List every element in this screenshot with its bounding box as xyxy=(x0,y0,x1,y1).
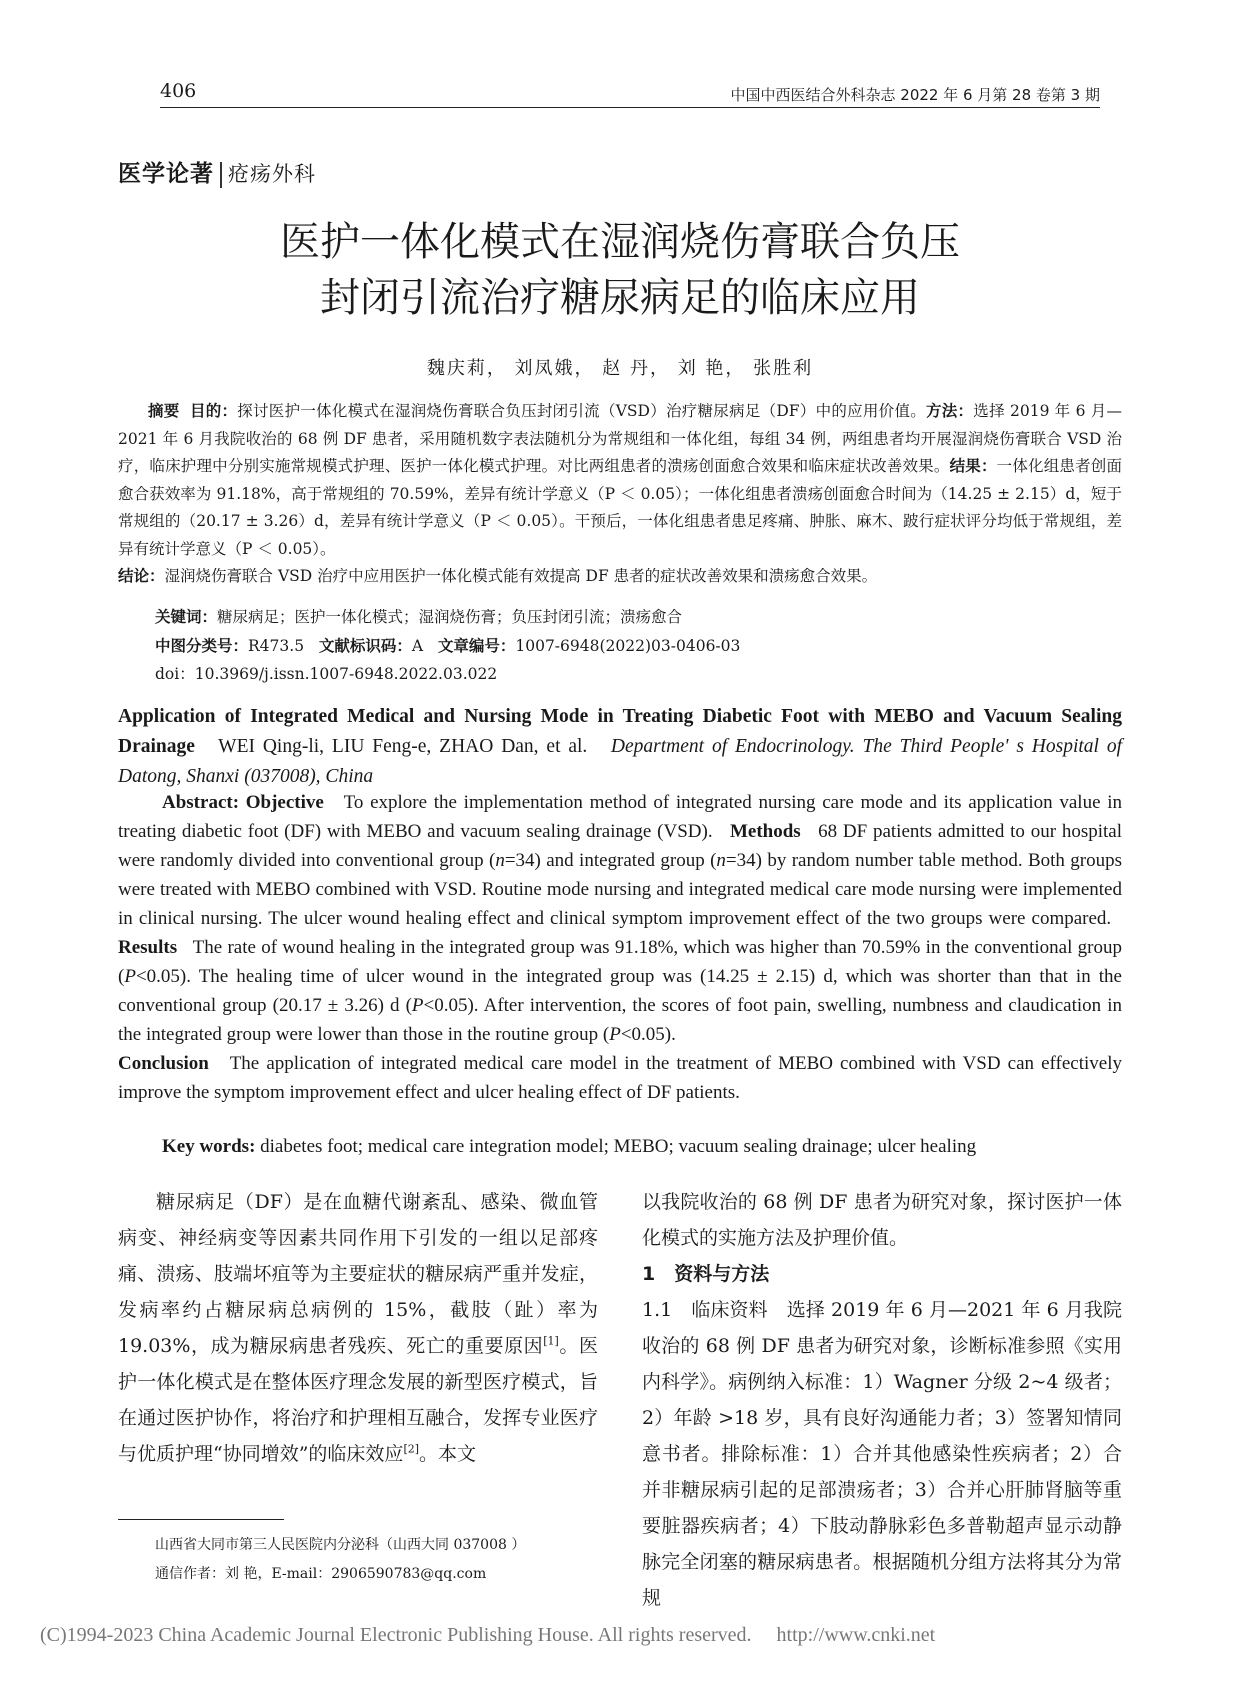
citation: [2] xyxy=(403,1442,420,1456)
methods-text: 选择 2019 年 6 月—2021 年 6 月我院收治的 68 例 DF 患者，采用随机数字表法随机分为常规组和一体化组，每组 34 例，两组患者均开展湿润烧伤膏联合 VSD 治疗，临床护理中分别实施常规模式护理、医护一体化模式护理。对比两组患者的溃疡创面愈合效果和临床症状改善效果。 xyxy=(118,402,1122,475)
clinical-data-paragraph xyxy=(642,1292,1122,1616)
clinical-data-text: 选择 2019 年 6 月—2021 年 6 月我院收治的 68 例 DF 患者为研究对象，诊断标准参照《实用内科学》。病例纳入标准：1）Wagner 分级 2~4 级者；2）年龄 >18 岁，具有良好沟通能力者；3）签署知情同意书者。排除标准：1）合并其他感染性疾病者；2）合并非糖尿病引起的足部溃疡者；3）合并心肝肺肾脑等重要脏器疾病者；4）下肢动静脉彩色多普勒超声显示动静脉完全闭塞的糖尿病患者。根据随机分组方法将其分为常规 xyxy=(642,1299,1122,1609)
p-symbol: P xyxy=(609,1024,621,1045)
chinese-keywords xyxy=(155,605,682,627)
title-line-2: 封闭引流治疗糖尿病足的临床应用 xyxy=(320,275,920,321)
header-rule xyxy=(160,107,1100,108)
intro-continued: 以我院收治的 68 例 DF 患者为研究对象，探讨医护一体化模式的实施方法及护理价值。 xyxy=(642,1191,1122,1249)
footnote xyxy=(155,1531,525,1589)
en-results-label: Results xyxy=(118,937,178,958)
intro-text: 糖尿病足（DF）是在血糖代谢紊乱、感染、微血管病变、神经病变等因素共同作用下引发的一组以足部疼痛、溃疡、肢端坏疽等为主要症状的糖尿病严重并发症，发病率约占糖尿病总病例的 15%，截肢（趾）率为 19.03%，成为糖尿病患者残疾、死亡的重要原因 xyxy=(118,1191,598,1357)
p-symbol: P xyxy=(124,966,136,987)
correspondence: 通信作者：刘 艳，E-mail：2906590783@qq.com xyxy=(155,1566,487,1582)
methods-label: 方法： xyxy=(925,402,974,420)
en-keywords-text: diabetes foot; medical care integration model; MEBO; vacuum sealing drainage; ulcer healing xyxy=(260,1136,977,1157)
section-heading-1: 1 资料与方法 xyxy=(642,1263,770,1285)
conclusion-label: 结论： xyxy=(118,567,165,585)
page-number: 406 xyxy=(160,80,197,102)
en-methods-label: Methods xyxy=(729,821,801,842)
en-results-text: <0.05). After intervention, the scores of foot pain, swelling, numbness and claudication in the integrated group were lower than those in the routine group ( xyxy=(118,995,1122,1045)
english-abstract xyxy=(118,788,1122,1107)
en-objective: To explore the implementation method of integrated nursing care mode and its application value in treating diabetic foot (DF) with MEBO and vacuum sealing drainage (VSD). xyxy=(118,792,1122,842)
en-keywords-label: Key words: xyxy=(162,1136,256,1157)
intro-text: 。医护一体化模式是在整体医疗理念发展的新型医疗模式，旨在通过医护协作，将治疗和护理相互融合，发挥专业医疗与优质护理“协同增效”的临床效应 xyxy=(118,1335,598,1465)
affiliation: 山西省大同市第三人民医院内分泌科（山西大同 037008 ） xyxy=(155,1537,526,1553)
p-symbol: P xyxy=(411,995,424,1016)
article-id-value: 1007-6948(2022)03-0406-03 xyxy=(515,637,741,655)
section-divider xyxy=(220,162,222,188)
article-id-label: 文章编号： xyxy=(437,637,516,655)
title-line-1: 医护一体化模式在湿润烧伤膏联合负压 xyxy=(280,219,960,265)
section-category: 医学论著 xyxy=(118,161,214,187)
copyright-notice: (C)1994-2023 China Academic Journal Electronic Publishing House. All rights reserved. http://www.cnki.net xyxy=(40,1624,936,1646)
en-abstract-label: Abstract: Objective xyxy=(162,792,324,813)
english-keywords xyxy=(162,1136,976,1158)
en-results-text: <0.05). The healing time of ulcer wound in the integrated group was (14.25 ± 2.15) d, which was shorter than that in the conventional group (20.17 ± 3.26) d ( xyxy=(118,966,1122,1016)
en-results-text: The rate of wound healing in the integrated group was 91.18%, which was higher than 70.59% in the conventional group ( xyxy=(118,937,1122,987)
en-methods-text: =34) by random number table method. Both groups were treated with MEBO combined with VSD. Routine mode nursing and integrated medical care mode nursing were implemented in clinical nursing. The ulcer wound healing effect and clinical symptom improvement effect of the two groups were compared. xyxy=(118,850,1122,929)
intro-paragraph xyxy=(118,1184,598,1472)
en-conclusion-label: Conclusion xyxy=(118,1053,209,1074)
conclusion-text: 湿润烧伤膏联合 VSD 治疗中应用医护一体化模式能有效提高 DF 患者的症状改善效果和溃疡愈合效果。 xyxy=(164,567,878,585)
section-subcategory: 疮疡外科 xyxy=(228,162,316,186)
en-conclusion: The application of integrated medical care model in the treatment of MEBO combined with VSD can effectively improve the symptom improvement effect and ulcer healing effect of DF patients. xyxy=(118,1053,1122,1103)
en-methods-text: 68 DF patients admitted to our hospital were randomly divided into conventional group ( xyxy=(118,821,1123,871)
results-label: 结果： xyxy=(949,457,997,475)
en-results-text: <0.05). xyxy=(620,1024,676,1045)
n-symbol: n xyxy=(495,850,505,871)
citation: [1] xyxy=(543,1334,559,1348)
journal-header: 中国中西医结合外科杂志 2022 年 6 月第 28 卷第 3 期 xyxy=(730,86,1100,104)
doc-code-value: A xyxy=(411,637,424,655)
clc-value: R473.5 xyxy=(248,637,305,655)
english-title-block xyxy=(118,702,1122,792)
n-symbol: n xyxy=(716,850,726,871)
keywords-label: 关键词： xyxy=(155,608,218,626)
doi-line xyxy=(155,662,497,684)
classification-line xyxy=(155,634,740,656)
intro-text: 。本文 xyxy=(419,1443,477,1465)
doc-code-label: 文献标识码： xyxy=(318,637,412,655)
en-methods-text: =34) and integrated group ( xyxy=(504,850,717,871)
footnote-rule xyxy=(118,1519,284,1520)
abstract-label: 摘要 xyxy=(148,402,180,420)
article-title xyxy=(0,214,1240,326)
chinese-abstract xyxy=(118,398,1122,591)
body-right-column xyxy=(642,1184,1122,1616)
english-department: Department of Endocrinology. The Third People' s Hospital of Datong, Shanxi (037008), China xyxy=(118,736,1122,787)
clc-label: 中图分类号： xyxy=(155,637,249,655)
english-authors: WEI Qing-li, LIU Feng-e, ZHAO Dan, et al. xyxy=(218,736,588,757)
english-title: Application of Integrated Medical and Nursing Mode in Treating Diabetic Foot with MEBO and Vacuum Sealing Drainage xyxy=(118,706,1122,757)
doi-value: 10.3969/j.issn.1007-6948.2022.03.022 xyxy=(194,665,498,683)
body-left-column xyxy=(118,1184,598,1472)
section-label xyxy=(118,155,316,188)
author-list: 魏庆莉， 刘凤娥， 赵 丹， 刘 艳， 张胜利 xyxy=(426,358,814,379)
section-heading-1-1: 1.1 临床资料 xyxy=(642,1299,768,1321)
doi-label: doi： xyxy=(155,665,195,683)
keywords-text: 糖尿病足；医护一体化模式；湿润烧伤膏；负压封闭引流；溃疡愈合 xyxy=(217,608,683,626)
objective-label: 目的： xyxy=(189,402,238,420)
objective-text: 探讨医护一体化模式在湿润烧伤膏联合负压封闭引流（VSD）治疗糖尿病足（DF）中的应用价值。 xyxy=(237,402,926,420)
results-text: 一体化组患者创面愈合获效率为 91.18%，高于常规组的 70.59%，差异有统计学意义（P ＜ 0.05）；一体化组患者溃疡创面愈合时间为（14.25 ± 2.15）d，短于常规组的（20.17 ± 3.26）d，差异有统计学意义（P ＜ 0.05）。干预后，一体化组患者患足疼痛、肿胀、麻木、跛行症状评分均低于常规组，差异有统计学意义（P ＜ 0.05）。 xyxy=(118,457,1122,558)
